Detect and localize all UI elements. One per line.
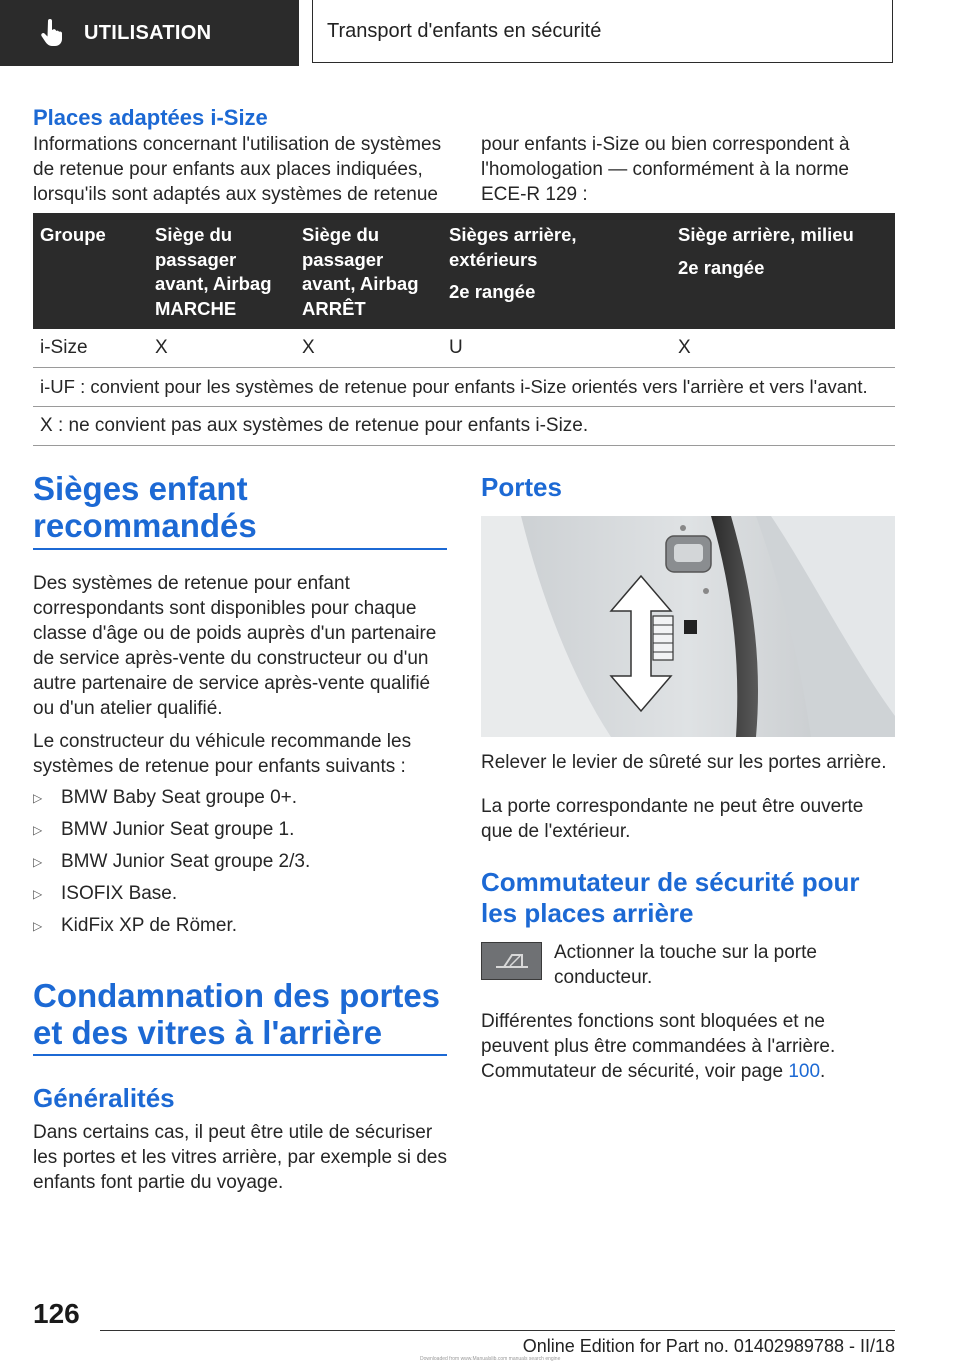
footer-edition: Online Edition for Part no. 01402989788 - II/18 xyxy=(522,1336,895,1356)
header-section-tab xyxy=(0,0,299,66)
isize-text-col2: pour enfants i-Size ou bien correspondent à l'homologation — conformément à la norme ECE-R 129 : xyxy=(481,134,850,205)
table-cell: X xyxy=(148,329,295,368)
footer-rule xyxy=(100,1330,895,1331)
doors-para1: Relever le levier de sûreté sur les portes arrière. xyxy=(481,752,887,773)
hand-pointer-icon xyxy=(40,19,66,47)
table-header-cell: Siège du passager avant, Airbag MARCHE xyxy=(148,213,295,329)
triangle-bullet-icon: ▷ xyxy=(33,919,43,933)
switch-heading: Commutateur de sécurité pour les places arrière xyxy=(481,867,860,928)
table-header-row xyxy=(33,213,895,329)
isize-heading: Places adaptées i-Size xyxy=(33,105,268,130)
table-cell: i-Size xyxy=(33,329,148,368)
doors-para2: La porte correspondante ne peut être ouverte que de l'extérieur. xyxy=(481,796,864,842)
isize-text-col1: Informations concernant l'utilisation de systèmes de retenue pour enfants aux places indiquées, lorsqu'ils sont adaptés aux systèmes de retenue xyxy=(33,134,442,205)
locking-heading: Condamnation des portes et des vitres à l'arrière xyxy=(33,977,441,1051)
child-lock-window-button-icon xyxy=(481,942,542,980)
list-item: ▷ BMW Junior Seat groupe 1. xyxy=(33,819,295,840)
door-lever-illustration xyxy=(481,516,895,737)
header-chapter-title: Transport d'enfants en sécurité xyxy=(327,19,602,42)
table-header-cell: Siège arrière, milieu 2e rangée xyxy=(671,213,895,329)
triangle-bullet-icon: ▷ xyxy=(33,887,43,901)
footer-watermark: Downloaded from www.Manualslib.com manuals search engine xyxy=(420,1356,561,1362)
table-header-cell: Siège du passager avant, Airbag ARRÊT xyxy=(295,213,442,329)
list-item: ▷ BMW Baby Seat groupe 0+. xyxy=(33,787,298,808)
locking-para: Dans certains cas, il peut être utile de sécuriser les portes et les vitres arrière, par exemple si des enfants font partie du voyage. xyxy=(33,1122,447,1193)
triangle-bullet-icon: ▷ xyxy=(33,855,43,869)
switch-instruction: Actionner la touche sur la porte conducteur. xyxy=(554,942,817,988)
section-rule xyxy=(33,548,447,550)
page-link[interactable]: 100 xyxy=(788,1061,821,1082)
page-number: 126 xyxy=(33,1298,80,1329)
isize-table xyxy=(33,213,895,446)
switch-para: Différentes fonctions sont bloquées et ne peuvent plus être commandées à l'arrière. Commutateur de sécurité, voir page 100. xyxy=(481,1011,836,1082)
table-note-row xyxy=(33,407,895,446)
table-cell: X xyxy=(295,329,442,368)
list-item: ▷ ISOFIX Base. xyxy=(33,883,178,904)
list-item: ▷ BMW Junior Seat groupe 2/3. xyxy=(33,851,311,872)
header-chapter-box xyxy=(312,0,893,63)
recommended-list xyxy=(33,782,447,942)
section-rule xyxy=(33,1054,447,1056)
list-item: ▷ KidFix XP de Römer. xyxy=(33,915,238,936)
doors-heading: Portes xyxy=(481,472,562,502)
table-note-row xyxy=(33,368,895,407)
table-note: X : ne convient pas aux systèmes de retenue pour enfants i-Size. xyxy=(33,407,895,446)
table-cell: U xyxy=(442,329,671,368)
recommended-heading: Sièges enfant recommandés xyxy=(33,470,257,544)
table-cell: X xyxy=(671,329,895,368)
locking-subheading: Généralités xyxy=(33,1083,175,1113)
table-row xyxy=(33,329,895,368)
table-header-cell: Groupe xyxy=(33,213,148,329)
table-header-cell: Sièges arrière, extérieurs 2e rangée xyxy=(442,213,671,329)
recommended-para2: Le constructeur du véhicule recommande les systèmes de retenue pour enfants suivants : xyxy=(33,731,412,777)
header-section-title: UTILISATION xyxy=(84,21,212,44)
triangle-bullet-icon: ▷ xyxy=(33,823,43,837)
triangle-bullet-icon: ▷ xyxy=(33,791,43,805)
table-note: i-UF : convient pour les systèmes de retenue pour enfants i-Size orientés vers l'arrière et vers l'avant. xyxy=(33,368,895,407)
recommended-para1: Des systèmes de retenue pour enfant correspondants sont disponibles pour chaque classe d'âge ou de poids auprès d'un partenaire de service après-vente du constructeur ou d'un autre partenaire de service après-vente qualifié ou d'un atelier qualifié. xyxy=(33,573,437,719)
